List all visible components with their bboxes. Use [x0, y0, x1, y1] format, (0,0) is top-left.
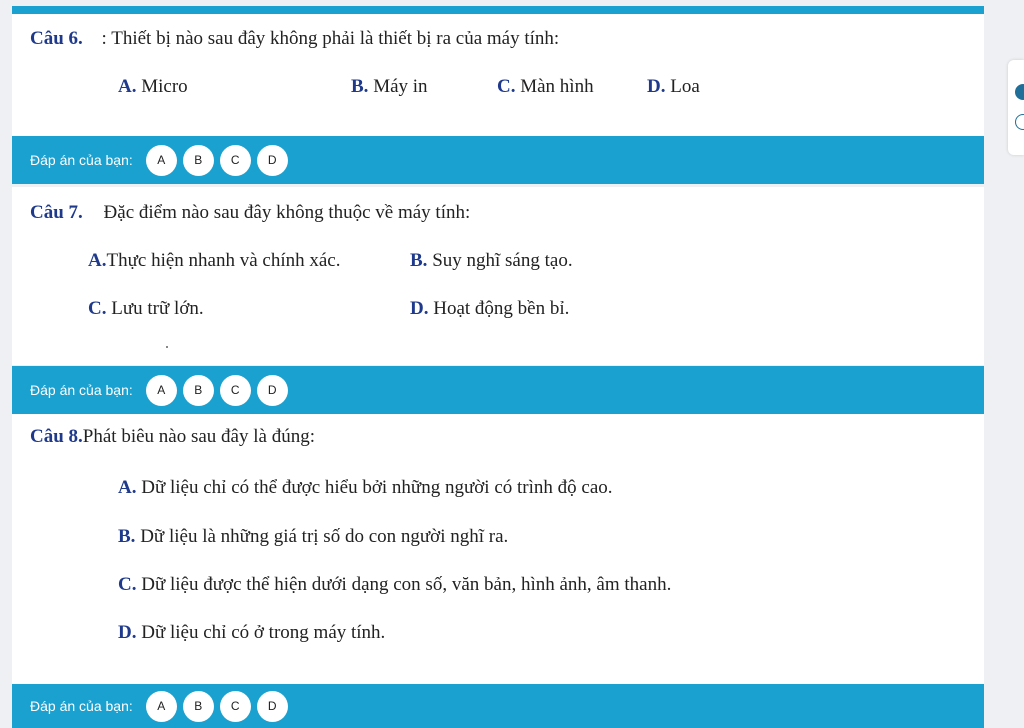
question-8-text: Phát biêu nào sau đây là đúng:: [82, 426, 315, 447]
answer-label: Đáp án của bạn:: [30, 152, 133, 168]
answer-bar-q8: [12, 684, 984, 728]
answer-option-d[interactable]: D: [257, 691, 288, 722]
side-action-icon[interactable]: [1015, 84, 1024, 100]
question-7-title: [30, 202, 470, 224]
question-6-number: Câu 6.: [30, 28, 83, 49]
q8-option-a: A. Dữ liệu chỉ có thể được hiểu bởi những người có trình độ cao.: [118, 477, 613, 498]
answer-bar-q7: [12, 366, 984, 414]
answer-option-d[interactable]: D: [257, 375, 288, 406]
answer-option-c[interactable]: C: [220, 375, 251, 406]
stray-dot: [166, 346, 168, 348]
question-6-title: [30, 28, 559, 50]
side-info-icon[interactable]: [1015, 114, 1024, 130]
q6-option-a: A. Micro: [118, 76, 188, 97]
question-8-number: Câu 8.: [30, 426, 83, 447]
q6-option-b: B. Máy in: [351, 76, 428, 97]
q8-option-c: C. Dữ liệu được thể hiện dưới dạng con số, văn bản, hình ảnh, âm thanh.: [118, 574, 672, 595]
answer-option-c[interactable]: C: [220, 145, 251, 176]
answer-option-b[interactable]: B: [183, 375, 214, 406]
answer-option-a[interactable]: A: [146, 145, 177, 176]
question-7-text: Đặc điểm nào sau đây không thuộc về máy tính:: [103, 202, 471, 223]
q7-option-b: B. Suy nghĩ sáng tạo.: [410, 250, 573, 271]
q7-option-d: D. Hoạt động bền bỉ.: [410, 298, 570, 319]
answer-option-c[interactable]: C: [220, 691, 251, 722]
question-8-title: [30, 426, 315, 448]
answer-option-a[interactable]: A: [146, 691, 177, 722]
q6-option-d: D. Loa: [647, 76, 700, 97]
answer-option-a[interactable]: A: [146, 375, 177, 406]
q6-option-c: C. Màn hình: [497, 76, 594, 97]
q7-option-a: A.Thực hiện nhanh và chính xác.: [88, 250, 341, 271]
side-floating-panel: [1008, 60, 1024, 155]
top-accent-bar: [12, 6, 984, 14]
answer-bar-q6: [12, 136, 984, 184]
answer-label: Đáp án của bạn:: [30, 382, 133, 398]
q8-option-d: D. Dữ liệu chỉ có ở trong máy tính.: [118, 622, 386, 643]
q8-option-b: B. Dữ liệu là những giá trị số do con người nghĩ ra.: [118, 526, 509, 547]
answer-option-b[interactable]: B: [183, 145, 214, 176]
question-6-text: : Thiết bị nào sau đây không phải là thiết bị ra của máy tính:: [101, 28, 560, 49]
answer-option-d[interactable]: D: [257, 145, 288, 176]
answer-label: Đáp án của bạn:: [30, 698, 133, 714]
q7-option-c: C. Lưu trữ lớn.: [88, 298, 204, 319]
answer-option-b[interactable]: B: [183, 691, 214, 722]
question-7-number: Câu 7.: [30, 202, 83, 223]
